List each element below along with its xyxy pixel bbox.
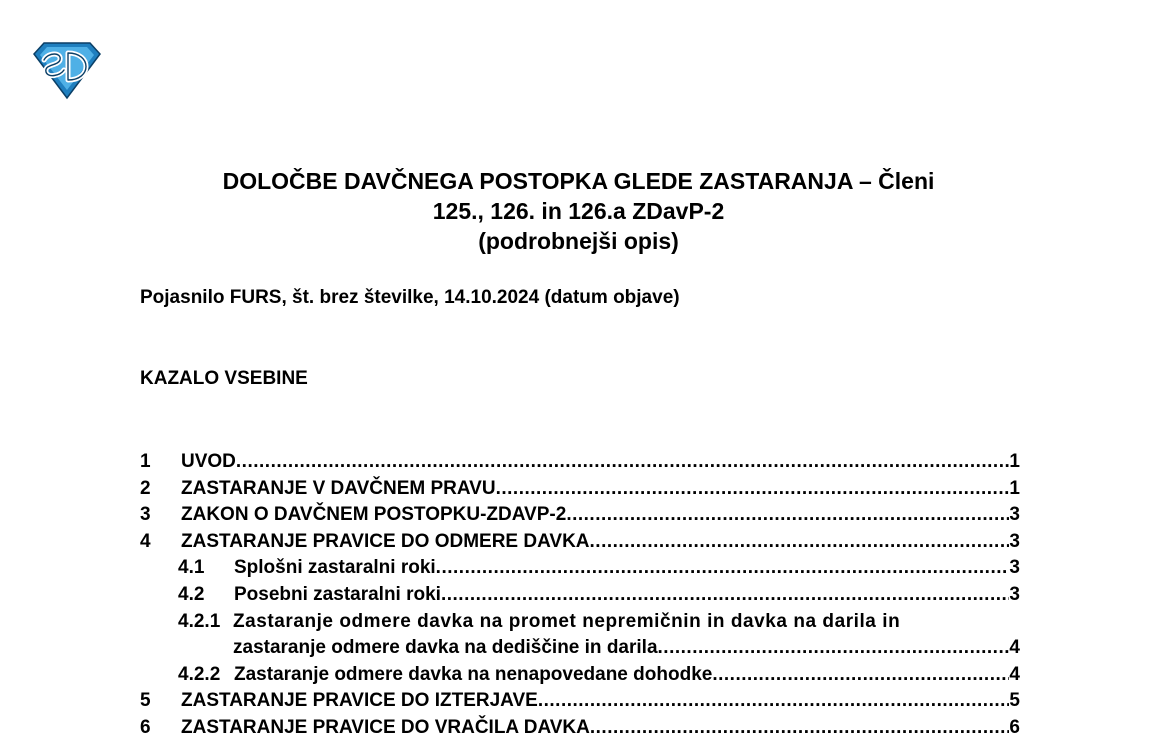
- toc-number: 5: [140, 690, 151, 712]
- toc-label: ZASTARANJE PRAVICE DO ODMERE DAVKA: [181, 530, 590, 552]
- toc-page: 4: [1009, 637, 1020, 659]
- toc-number: 2: [140, 477, 151, 499]
- toc-leader: [658, 635, 1010, 662]
- toc-number: 3: [140, 504, 151, 526]
- toc-number: 4: [140, 530, 151, 552]
- toc-label-line-2: zastaranje odmere davka na dediščine in darila: [233, 637, 658, 659]
- toc-leader: [538, 688, 1010, 715]
- toc-label: ZASTARANJE PRAVICE DO IZTERJAVE: [181, 690, 538, 712]
- toc-label-line-1: Zastaranje odmere davka na promet nepremičnin in davka na darila in: [233, 610, 901, 632]
- toc-leader: [590, 529, 1010, 556]
- toc-page: 3: [1009, 583, 1020, 605]
- toc-page: 1: [1009, 477, 1020, 499]
- toc-label: Zastaranje odmere davka na nenapovedane dohodke: [234, 663, 713, 685]
- toc-label: ZAKON O DAVČNEM POSTOPKU-ZDAVP-2: [181, 504, 567, 526]
- toc-page: 3: [1009, 504, 1020, 526]
- toc-entry[interactable]: [140, 582, 1020, 609]
- toc-label: Posebni zastaralni roki: [234, 583, 441, 605]
- toc-leader: [712, 662, 1009, 689]
- toc-number: 4.1: [178, 557, 205, 579]
- toc-number: 4.2: [178, 583, 205, 605]
- toc-label: ZASTARANJE PRAVICE DO VRAČILA DAVKA: [181, 716, 590, 738]
- toc-heading: KAZALO VSEBINE: [140, 368, 308, 389]
- document-title: [0, 166, 1157, 256]
- toc-page: 6: [1009, 716, 1020, 738]
- toc-leader: [436, 555, 1010, 582]
- toc-entry[interactable]: [140, 555, 1020, 582]
- toc-entry[interactable]: [140, 449, 1020, 476]
- toc-entry[interactable]: [140, 688, 1020, 715]
- toc-label: UVOD: [181, 451, 236, 472]
- toc-page: 5: [1009, 690, 1020, 712]
- toc-page: 4: [1009, 663, 1020, 685]
- toc-label: Splošni zastaralni roki: [234, 557, 436, 579]
- document-subtitle: Pojasnilo FURS, št. brez številke, 14.10.2024 (datum objave): [140, 287, 680, 308]
- title-line-1: DOLOČBE DAVČNEGA POSTOPKA GLEDE ZASTARANJA – Členi: [222, 168, 935, 194]
- title-line-3: (podrobnejši opis): [478, 228, 679, 254]
- sd-diamond-logo-icon: [30, 40, 104, 100]
- toc-leader: [236, 449, 1010, 476]
- toc-leader: [566, 502, 1009, 529]
- toc-entry[interactable]: [140, 476, 1020, 503]
- toc-label: ZASTARANJE V DAVČNEM PRAVU: [181, 477, 496, 499]
- toc-number: 1: [140, 451, 151, 472]
- toc-number: 6: [140, 716, 151, 738]
- toc-entry[interactable]: [140, 529, 1020, 556]
- toc-number: 4.2.1: [178, 610, 221, 632]
- toc-page: 1: [1009, 451, 1020, 472]
- toc-leader: [441, 582, 1009, 609]
- toc-entry[interactable]: [140, 502, 1020, 529]
- toc-entry[interactable]: [140, 662, 1020, 689]
- toc-entry[interactable]: [140, 609, 1020, 662]
- toc-page: 3: [1009, 530, 1020, 552]
- toc-entry[interactable]: [140, 715, 1020, 742]
- toc-leader: [496, 476, 1010, 503]
- toc-leader: [590, 715, 1010, 742]
- toc-page: 3: [1009, 557, 1020, 579]
- table-of-contents: [140, 449, 1020, 742]
- title-line-2: 125., 126. in 126.a ZDavP-2: [432, 198, 725, 224]
- toc-number: 4.2.2: [178, 663, 221, 685]
